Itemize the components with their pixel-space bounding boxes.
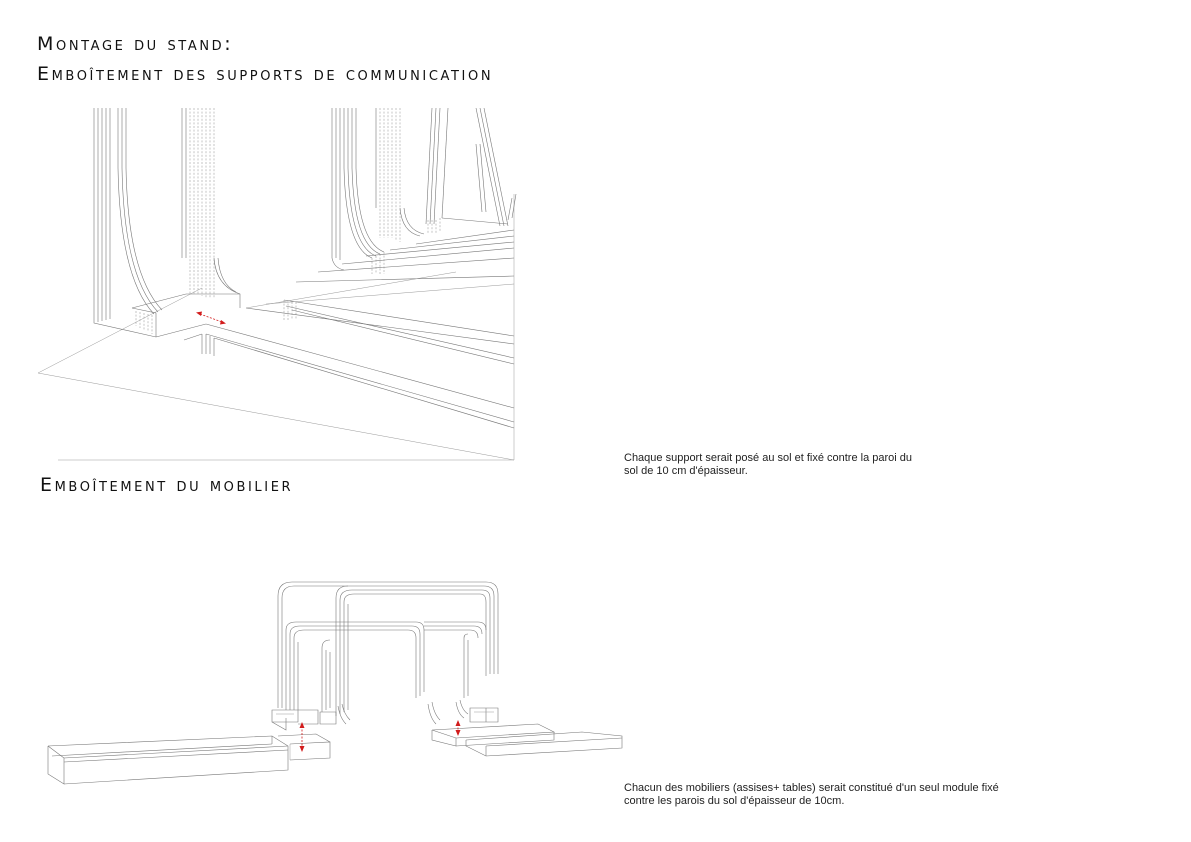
arrow-head-icon: [196, 312, 202, 317]
caption-furniture-line-1: Chacun des mobiliers (assises+ tables) serait constitué d'un seul module fixé: [624, 782, 999, 794]
page-title: Montage du stand:: [37, 33, 234, 55]
arrow-head-icon: [300, 746, 305, 752]
section-title-furniture: Emboîtement du mobilier: [40, 474, 294, 496]
section-title-communication-supports: Emboîtement des supports de communication: [37, 63, 494, 85]
caption-supports-line-2: sol de 10 cm d'épaisseur.: [624, 465, 748, 477]
caption-furniture: [624, 782, 1064, 808]
arrow-head-icon: [300, 722, 305, 728]
furniture-fitting-diagram: [46, 578, 626, 790]
fit-direction-arrow: [200, 314, 222, 322]
arrow-head-icon: [220, 320, 226, 325]
caption-supports-line-1: Chaque support serait posé au sol et fixé contre la paroi du: [624, 452, 913, 464]
arrow-head-icon: [456, 730, 461, 736]
caption-supports: [624, 452, 1064, 478]
communication-supports-diagram: [36, 108, 518, 464]
arrow-head-icon: [456, 720, 461, 726]
caption-furniture-line-2: contre les parois du sol d'épaisseur de 10cm.: [624, 795, 845, 807]
